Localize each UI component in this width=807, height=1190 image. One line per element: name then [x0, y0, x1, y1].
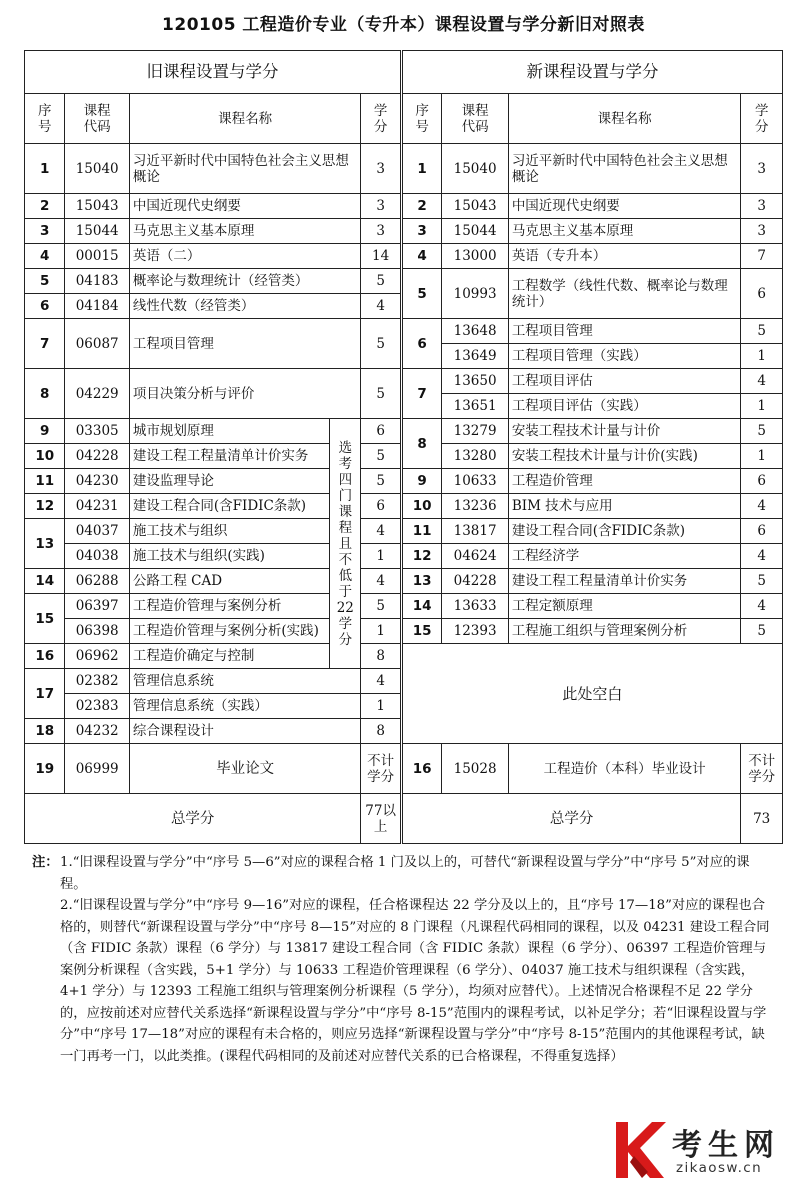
logo-brand: 考生网: [672, 1128, 780, 1163]
old-credit-header: 学 分: [361, 94, 401, 144]
table-row: 10 04228 建设工程工程量清单计价实务 5 13280 安装工程技术计量与计价(实践) 1: [25, 444, 783, 469]
logo-site: zikaosw.cn: [676, 1160, 763, 1176]
table-row: 13 04037 施工技术与组织 4 11 13817 建设工程合同(含FIDIC条款) 6: [25, 519, 783, 544]
table-row: 15 06397 工程造价管理与案例分析 5 14 13633 工程定额原理 4: [25, 594, 783, 619]
table-row: 16 06962 工程造价确定与控制 8 此处空白: [25, 644, 783, 669]
table-row: 4 00015 英语（二） 14 4 13000 英语（专升本） 7: [25, 244, 783, 269]
table-row: 2 15043 中国近现代史纲要 3 2 15043 中国近现代史纲要 3: [25, 194, 783, 219]
new-seq-header: 序 号: [401, 94, 441, 144]
notes-label: 注：: [32, 855, 59, 870]
page-title: 120105 工程造价专业（专升本）课程设置与学分新旧对照表: [162, 15, 645, 35]
table-row: 6 04184 线性代数（经管类） 4: [25, 294, 783, 319]
k-logo-icon: [612, 1116, 670, 1182]
table-row: 19 06999 毕业论文 不计学分 16 15028 工程造价（本科）毕业设计 不计学分: [25, 744, 783, 794]
site-logo: [612, 1116, 797, 1186]
new-section-header: 新课程设置与学分: [401, 51, 782, 94]
old-seq-header: 序 号: [25, 94, 65, 144]
old-section-header: 旧课程设置与学分: [25, 51, 402, 94]
note-2: 2.“旧课程设置与学分”中“序号 9—16”对应的课程，任合格课程达 22 学分及以上的，且“序号 17—18”对应的课程也合格的，则替代“新课程设置与学分”中“序号 8—15”对应的 8 门课程（凡课程代码相同的课程，以及 04231 建设工程合同（含 FIDIC 条款）课程（6 学分）与 13817 建设工程合同（含 FIDIC 条款）课程（6 学分）、06397 工程造价管理与案例分析课程（含实践，5+1 学分）与 10633 工程造价管理课程（6 学分）、04037 施工技术与组织课程（含实践，4+1 学分）与 12393 工程施工组织与管理案例分析课程（5 学分），均须对应替代）。上述情况合格课程不足 22 学分的，应按前述对应替代关系选择“新课程设置与学分”中“序号 8-15”范围内的课程考试，以补足学分；若“旧课程设置与学分”中“序号 17—18”对应的课程有未合格的，则应另选择“新课程设置与学分”中“序号 8-15”范围内的其他课程考试，缺一门再考一门，以此类推。(课程代码相同的及前述对应替代关系的已合格课程，不得重复选择）: [60, 898, 770, 1064]
old-total-value: 77以上: [361, 794, 401, 844]
table-row: 11 04230 建设监理导论 5 9 10633 工程造价管理 6: [25, 469, 783, 494]
old-name-header: 课程名称: [129, 94, 361, 144]
course-comparison-table: [24, 50, 783, 844]
table-row: 02383 管理信息系统（实践） 1: [25, 694, 783, 719]
table-row: 14 06288 公路工程 CAD 4 13 04228 建设工程工程量清单计价实务 5: [25, 569, 783, 594]
table-row: 8 04229 项目决策分析与评价 5 7 13650 工程项目评估 4: [25, 369, 783, 394]
table-row: 06398 工程造价管理与案例分析(实践) 1 15 12393 工程施工组织与管理案例分析 5: [25, 619, 783, 644]
notes-section: [32, 852, 772, 1067]
table-row: 13649 工程项目管理（实践） 1: [25, 344, 783, 369]
table-row: 12 04231 建设工程合同(含FIDIC条款) 6 10 13236 BIM 技术与应用 4: [25, 494, 783, 519]
old-total-label: 总学分: [25, 794, 361, 844]
table-row: 9 03305 城市规划原理 选 考 四 门 课 程 且 不 低 于 22 学 分 6 8 13279 安装工程技术计量与计价 5: [25, 419, 783, 444]
table-row: 7 06087 工程项目管理 5 6 13648 工程项目管理 5: [25, 319, 783, 344]
new-total-label: 总学分: [401, 794, 741, 844]
old-code-header: 课程 代码: [65, 94, 129, 144]
table-row: 5 04183 概率论与数理统计（经管类） 5 5 10993 工程数学（线性代数、概率论与数理统计） 6: [25, 269, 783, 294]
new-name-header: 课程名称: [508, 94, 741, 144]
note-1: 1.“旧课程设置与学分”中“序号 5—6”对应的课程合格 1 门及以上的，可替代“新课程设置与学分”中“序号 5”对应的课程。: [60, 855, 750, 892]
table-row: 18 04232 综合课程设计 8: [25, 719, 783, 744]
blank-area: 此处空白: [401, 644, 782, 744]
table-row: 17 02382 管理信息系统 4: [25, 669, 783, 694]
elective-note: 选 考 四 门 课 程 且 不 低 于 22 学 分: [330, 419, 361, 669]
new-credit-header: 学 分: [741, 94, 783, 144]
table-row: 1 15040 习近平新时代中国特色社会主义思想概论 3 1 15040 习近平新时代中国特色社会主义思想概论 3: [25, 144, 783, 194]
table-row: 3 15044 马克思主义基本原理 3 3 15044 马克思主义基本原理 3: [25, 219, 783, 244]
table-row: 13651 工程项目评估（实践） 1: [25, 394, 783, 419]
table-row: 04038 施工技术与组织(实践) 1 12 04624 工程经济学 4: [25, 544, 783, 569]
new-total-value: 73: [741, 794, 783, 844]
total-row: [25, 794, 783, 844]
new-code-header: 课程 代码: [442, 94, 508, 144]
